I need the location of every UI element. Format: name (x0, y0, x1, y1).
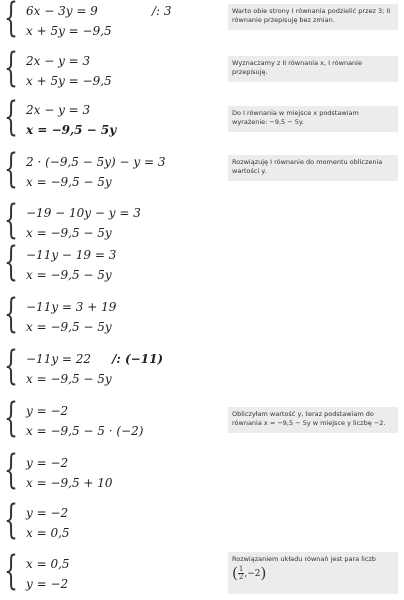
brace: { (4, 395, 18, 441)
system-1 (4, 2, 204, 42)
equation-1: x = 0,5 (26, 557, 70, 571)
brace: { (4, 239, 18, 285)
system-7 (4, 291, 204, 338)
note-6 (228, 552, 398, 594)
brace: { (4, 343, 18, 389)
system-12 (4, 548, 204, 595)
note-4: Rozwiązuję I równanie do momentu obliczenia wartości y. (228, 155, 398, 181)
equation-2: x = −9,5 − 5y (26, 268, 112, 282)
equation-1: 2x − y = 3 (26, 54, 91, 68)
brace: { (4, 548, 18, 594)
note-6-text: Rozwiązaniem układu równań jest para liczb (232, 555, 376, 563)
note-5: Obliczyłam wartość y, teraz podstawiam do równania x = −9,5 − 5y w miejsce y liczbę −2. (228, 407, 398, 433)
system-3 (4, 94, 204, 141)
solution-second: −2 (247, 569, 261, 579)
fraction-denominator: 2 (238, 573, 244, 581)
equation-1: 2 · (−9,5 − 5y) − y = 3 (26, 155, 166, 169)
brace: { (4, 94, 18, 140)
operation: /: 3 (152, 4, 172, 18)
system-8 (4, 343, 204, 390)
equation-1: −19 − 10y − y = 3 (26, 206, 141, 220)
brace: { (4, 447, 18, 493)
brace: { (4, 0, 18, 41)
brace: { (4, 497, 18, 543)
system-11 (4, 497, 204, 544)
equation-2: x + 5y = −9,5 (26, 74, 112, 88)
operation: /: (−11) (112, 352, 164, 366)
system-2 (4, 45, 204, 92)
system-10 (4, 447, 204, 494)
equation-2: x = 0,5 (26, 526, 70, 540)
equation-1: −11y − 19 = 3 (26, 248, 117, 262)
equation-2: x + 5y = −9,5 (26, 24, 112, 38)
equation-1: 2x − y = 3 (26, 103, 91, 117)
equation-1: y = −2 (26, 404, 69, 418)
equation-1: y = −2 (26, 506, 69, 520)
equation-1: −11y = 3 + 19 (26, 300, 117, 314)
equation-2: x = −9,5 − 5y (26, 320, 112, 334)
fraction (238, 566, 244, 581)
note-2: Wyznaczamy z II równania x, I równanie przepisuję. (228, 56, 398, 82)
brace: { (4, 291, 18, 337)
equation-2: x = −9,5 + 10 (26, 476, 113, 490)
equation-2: x = −9,5 − 5y (26, 175, 112, 189)
equation-1: y = −2 (26, 456, 69, 470)
equation-2: x = −9,5 − 5y (26, 226, 112, 240)
brace: { (4, 45, 18, 91)
equation-2: x = −9,5 − 5 · (−2) (26, 424, 144, 438)
equation-2: x = −9,5 − 5y (26, 123, 117, 137)
equation-2: x = −9,5 − 5y (26, 372, 112, 386)
system-9 (4, 395, 204, 442)
equation-1: 6x − 3y = 9 (26, 4, 98, 18)
equation-1: −11y = 22 (26, 352, 92, 366)
solution-pair: $(\frac{1}{2},-2)$ (232, 564, 267, 582)
system-4 (4, 146, 204, 193)
note-1: Warto obie strony I równania podzielić przez 3; II równanie przepisuję bez zmian. (228, 4, 398, 30)
brace: { (4, 146, 18, 192)
equation-2: y = −2 (26, 577, 69, 591)
fraction-numerator: 1 (238, 565, 244, 573)
brace: { (4, 197, 18, 243)
system-6 (4, 239, 204, 286)
note-3: Do I równania w miejsce x podstawiam wyrażenie: −9,5 − 5y. (228, 106, 398, 132)
system-5 (4, 197, 204, 244)
